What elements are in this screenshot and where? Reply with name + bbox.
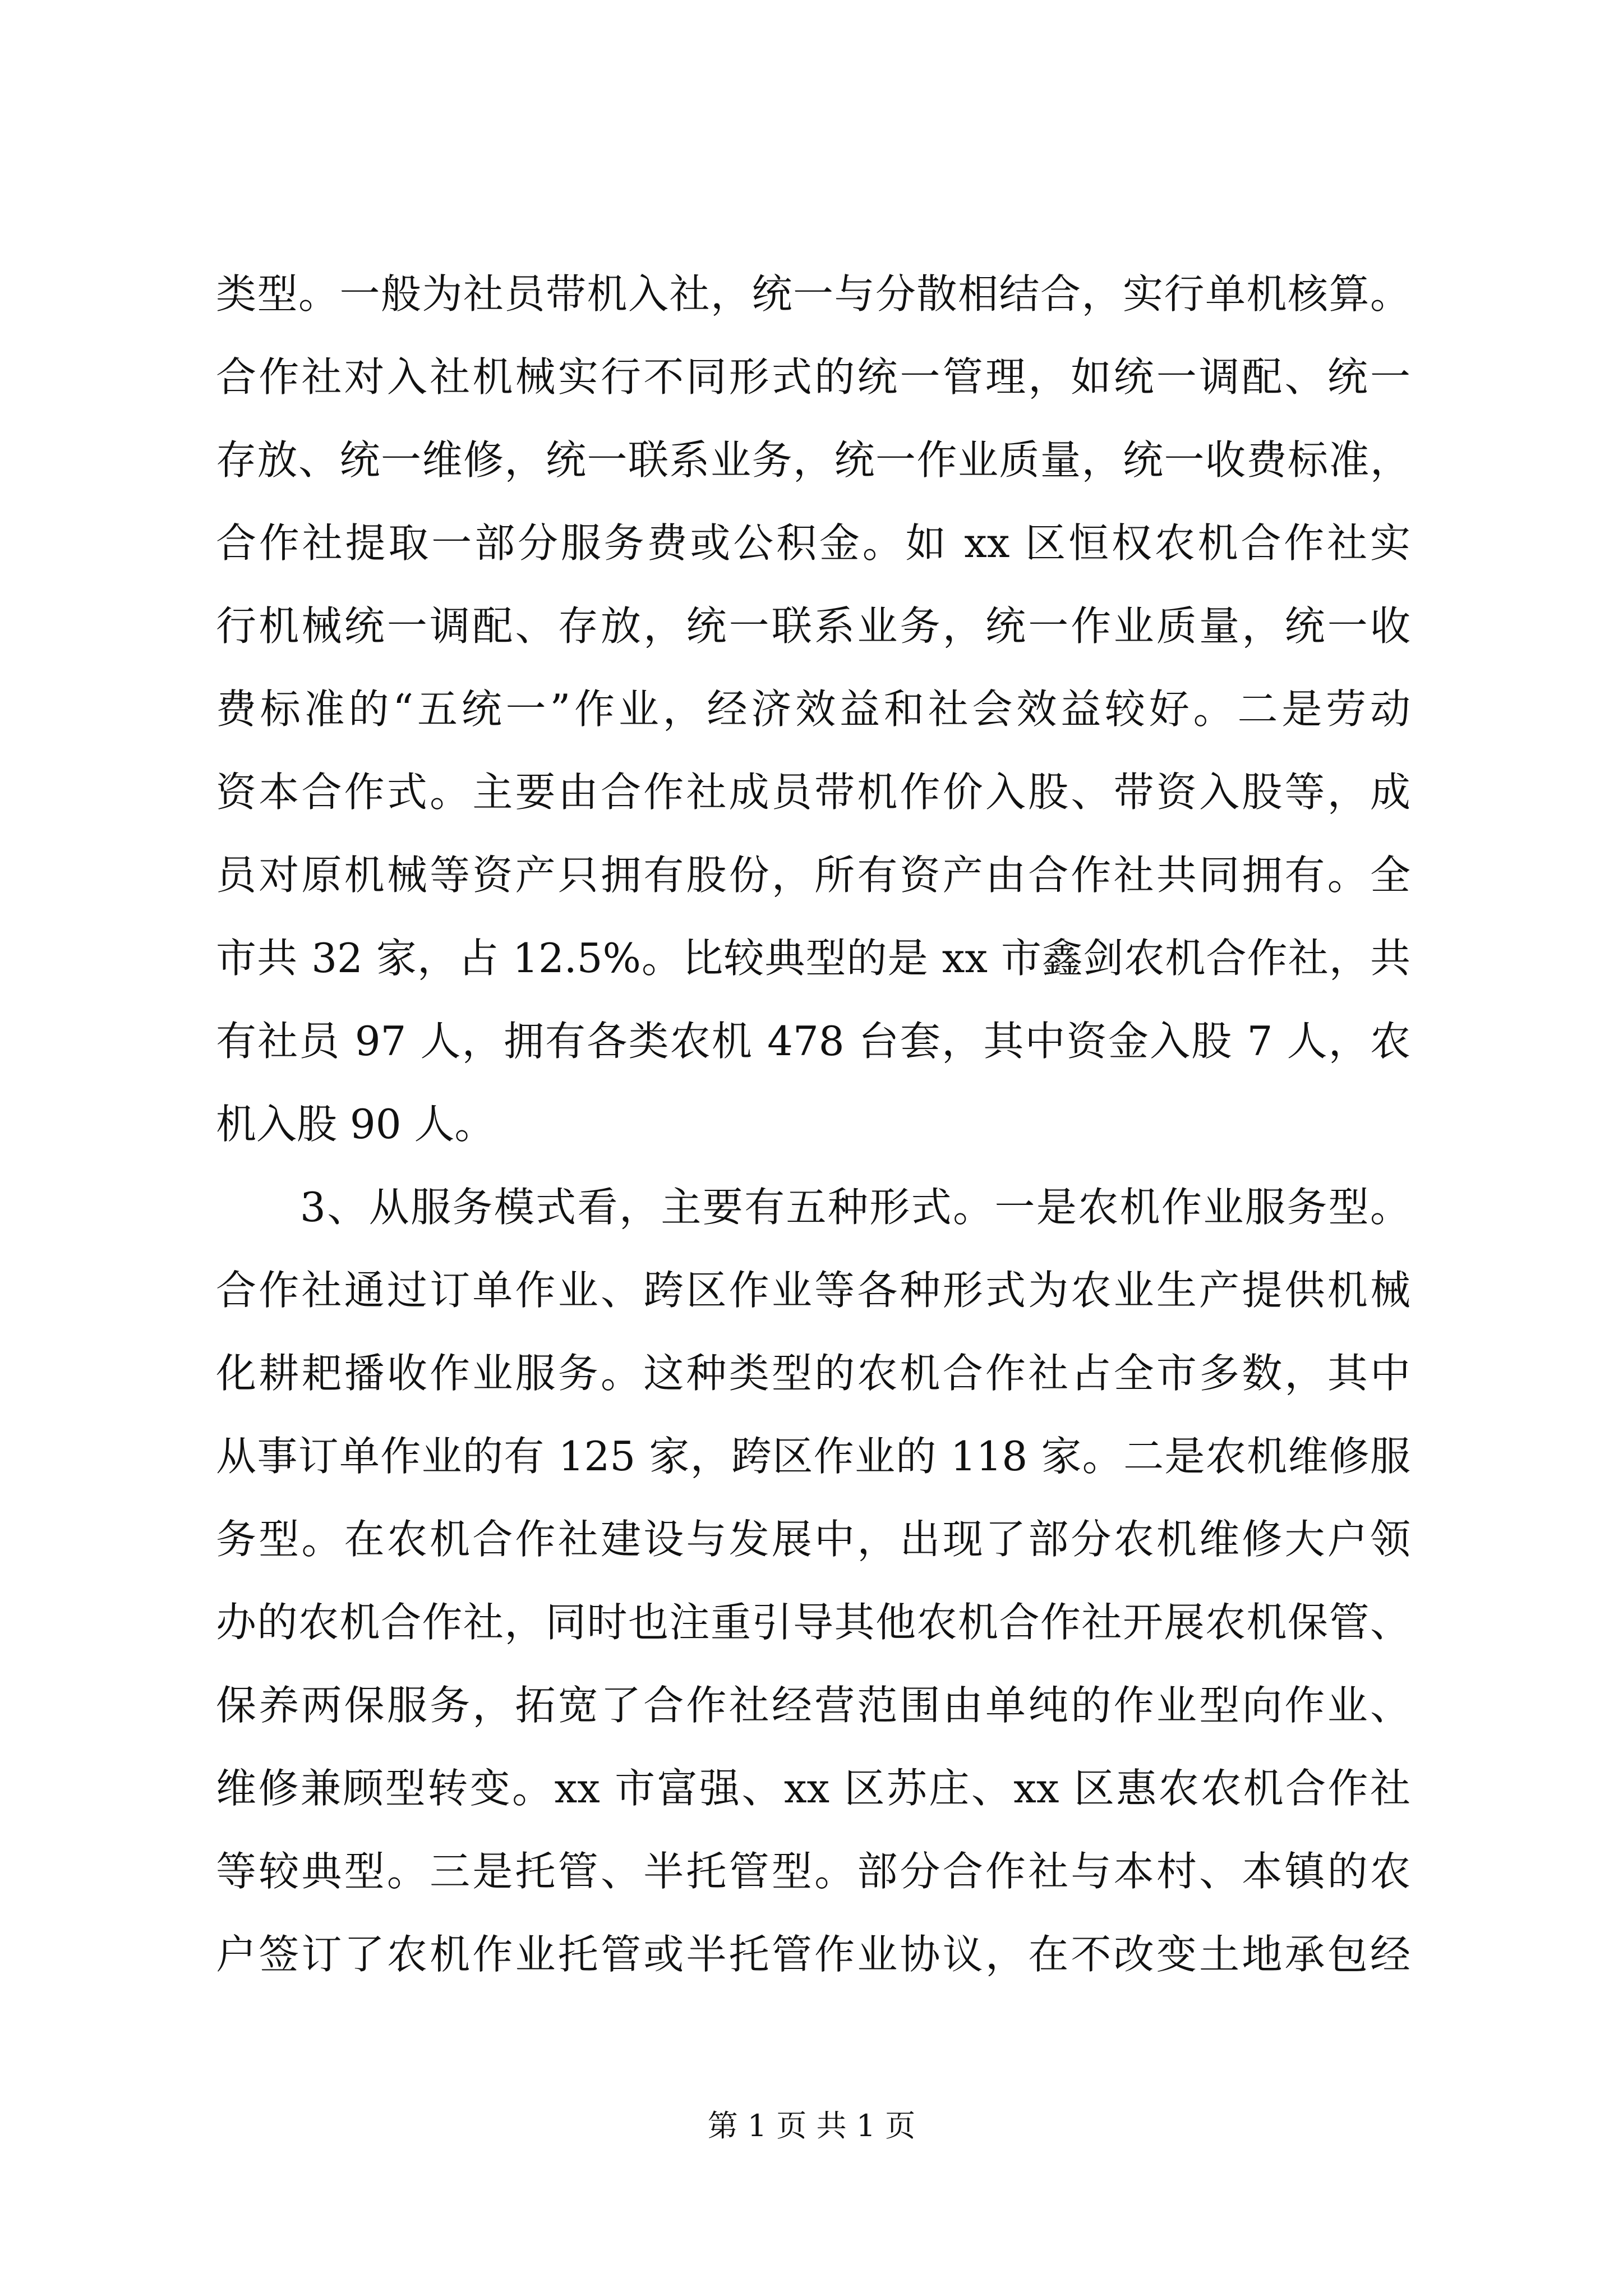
text-line: 办的农机合作社，同时也注重引导其他农机合作社开展农机保管、 (216, 1599, 1410, 1646)
text-line: 化耕耙播收作业服务。这种类型的农机合作社占全市多数，其中 (216, 1350, 1410, 1397)
text-line: 行机械统一调配、存放，统一联系业务，统一作业质量，统一收 (216, 602, 1410, 650)
text-line: 市共 32 家，占 12.5%。比较典型的是 xx 市鑫剑农机合作社，共 (216, 935, 1410, 982)
text-line: 类型。一般为社员带机入社，统一与分散相结合，实行单机核算。 (216, 270, 1410, 318)
text-line: 合作社通过订单作业、跨区作业等各种形式为农业生产提供机械 (216, 1267, 1410, 1314)
text-line: 有社员 97 人，拥有各类农机 478 台套，其中资金入股 7 人，农 (216, 1018, 1410, 1065)
text-line: 户签订了农机作业托管或半托管作业协议，在不改变土地承包经 (216, 1931, 1410, 1978)
text-line: 合作社对入社机械实行不同形式的统一管理，如统一调配、统一 (216, 353, 1410, 401)
text-line: 资本合作式。主要由合作社成员带机作价入股、带资入股等，成 (216, 769, 1410, 816)
text-line-paragraph-start: 3、从服务模式看，主要有五种形式。一是农机作业服务型。 (300, 1184, 1410, 1231)
page-footer: 第 1 页 共 1 页 (707, 2108, 916, 2143)
text-line: 维修兼顾型转变。xx 市富强、xx 区苏庄、xx 区惠农农机合作社 (216, 1765, 1410, 1812)
text-line: 存放、统一维修，统一联系业务，统一作业质量，统一收费标准， (216, 436, 1410, 484)
text-line: 保养两保服务，拓宽了合作社经营范围由单纯的作业型向作业、 (216, 1682, 1410, 1729)
text-line: 从事订单作业的有 125 家，跨区作业的 118 家。二是农机维修服 (216, 1433, 1410, 1480)
text-line: 费标准的“五统一”作业，经济效益和社会效益较好。二是劳动 (216, 685, 1410, 733)
text-line: 员对原机械等资产只拥有股份，所有资产由合作社共同拥有。全 (216, 852, 1410, 899)
text-line: 等较典型。三是托管、半托管型。部分合作社与本村、本镇的农 (216, 1848, 1410, 1895)
text-line-paragraph-end: 机入股 90 人。 (216, 1101, 495, 1148)
text-line: 务型。在农机合作社建设与发展中，出现了部分农机维修大户领 (216, 1516, 1410, 1563)
text-line: 合作社提取一部分服务费或公积金。如 xx 区恒权农机合作社实 (216, 519, 1410, 567)
document-body (216, 252, 1410, 1996)
